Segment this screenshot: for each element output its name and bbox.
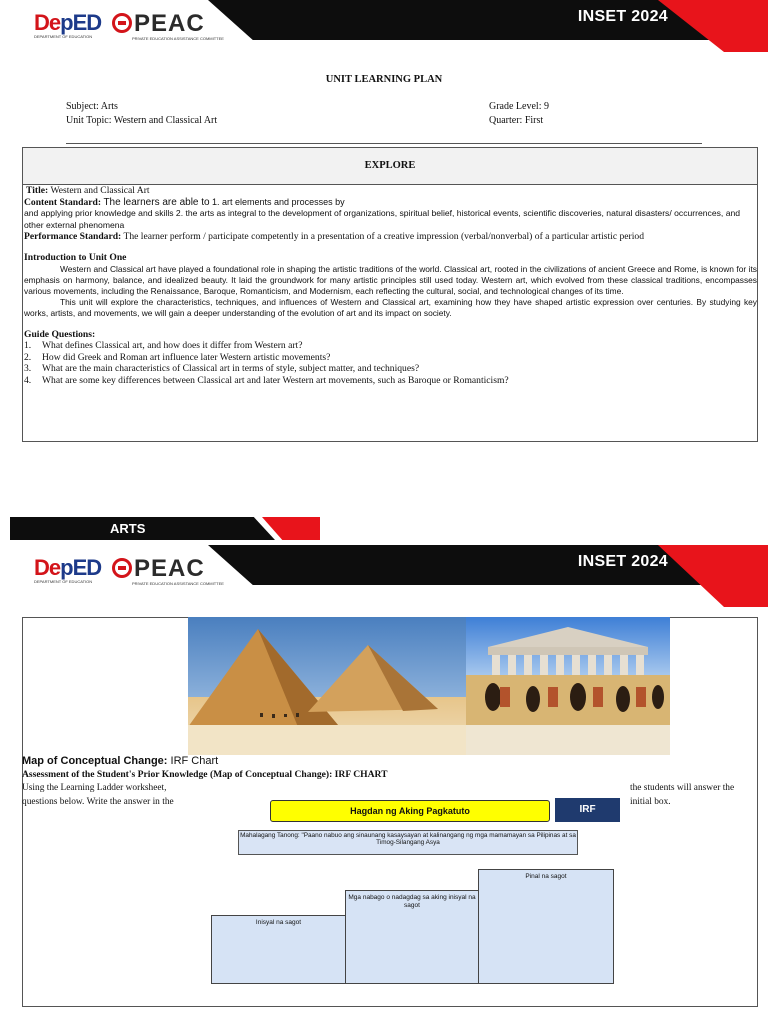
peac-mark-icon [112, 13, 132, 33]
peac-sub: PRIVATE EDUCATION ASSISTANCE COMMITTEE [132, 36, 224, 41]
map-heading: Map of Conceptual Change: IRF Chart [22, 755, 219, 767]
intro-heading: Introduction to Unit One [24, 251, 127, 263]
quarter-field: Quarter: First [489, 115, 544, 126]
assessment-heading: Assessment of the Student's Prior Knowledge (Map of Conceptual Change): IRF CHART [22, 769, 388, 780]
content-standard: Content Standard: The learners are able to 1. art elements and processes by [24, 196, 345, 208]
event-label-2: INSET 2024 [577, 553, 668, 570]
instruction-right-2: initial box. [630, 797, 671, 807]
instruction-left-1: Using the Learning Ladder worksheet, [22, 783, 167, 793]
header-banner [0, 0, 768, 46]
explore-heading: EXPLORE [23, 148, 757, 185]
step-revised: Mga nabago o nadagdag sa aking inisyal na sagot [345, 890, 479, 984]
list-item: 3. What are the main characteristics of Classical art in terms of style, subject matter, and techniques? [24, 363, 420, 375]
ladder-title: Hagdan ng Aking Pagkatuto [270, 800, 550, 822]
peac-logo-2: PEAC PRIVATE EDUCATION ASSISTANCE COMMITTEE [112, 555, 224, 586]
content-standard-cont: and applying prior knowledge and skills 2. the arts as integral to the development of organizations, spiritual belief, historical events, scientific discoveries, natural disasters/ occurrences, and other external phenomena [24, 208, 741, 230]
performance-standard: Performance Standard: The learner perform / participate competently in a presentation of a creative impression (verbal/nonverbal) of a particular artistic period [24, 231, 644, 243]
peac-mark-icon [112, 558, 132, 578]
step-initial: Inisyal na sagot [211, 915, 346, 984]
intro-paragraph-1: Western and Classical art have played a foundational role in shaping the artistic traditions of the world. Classical art, rooted in the civilizations of ancient Greece and Rome, is known for its emphasis on harmony, balance, and idealized beauty. It laid the groundwork for many artistic principles still used today. Western art, which evolved from these classical traditions, encompasses various movements, including the Renaissance, Baroque, Romanticism, and Modernism, each reflecting the cultural, social, and technological changes of its time. [24, 263, 757, 296]
deped-logo: DepED DEPARTMENT OF EDUCATION [34, 10, 102, 39]
explore-section [22, 147, 758, 442]
guide-heading: Guide Questions: [24, 328, 96, 340]
instruction-left-2: questions below. Write the answer in the [22, 797, 174, 807]
irf-badge: IRF [555, 798, 620, 822]
list-item: 2. How did Greek and Roman art influence later Western artistic movements? [24, 351, 331, 363]
deped-sub: DEPARTMENT OF EDUCATION [34, 34, 93, 39]
essential-question: Mahalagang Tanong: "Paano nabuo ang sinaunang kasaysayan at kalinangang ng mga mamamayan sa Pilipinas at sa Timog-Silangang Asya [238, 830, 578, 855]
arts-footer-bar [10, 517, 320, 540]
unit-topic-field: Unit Topic: Western and Classical Art [66, 115, 218, 126]
deped-logo-2: DepED DEPARTMENT OF EDUCATION [34, 555, 102, 584]
event-label: INSET 2024 [577, 8, 668, 25]
subject-field: Subject: Arts [66, 101, 118, 112]
intro-paragraph-2: This unit will explore the characteristics, techniques, and influences of Western and Classical art, examining how they have shaped artistic expression over centuries. By studying key works, artists, and movements, we will gain a deeper understanding of the evolution of art and its impact on society. [24, 297, 757, 319]
instruction-right-1: the students will answer the [630, 783, 735, 793]
page-title: UNIT LEARNING PLAN [325, 74, 443, 85]
step-final: Pinal na sagot [478, 869, 614, 984]
peac-logo: PEAC PRIVATE EDUCATION ASSISTANCE COMMITTEE [112, 10, 224, 41]
list-item: 1. What defines Classical art, and how does it differ from Western art? [24, 340, 303, 352]
learning-ladder [210, 795, 620, 980]
list-item: 4. What are some key differences between Classical art and later Western art movements, such as Baroque or Romanticism? [24, 374, 509, 386]
divider [66, 143, 702, 144]
grade-level-field: Grade Level: 9 [489, 101, 549, 112]
classical-art-image [188, 617, 670, 755]
header-banner-2 [0, 545, 768, 591]
arts-label: ARTS [110, 521, 146, 536]
pyramids-parthenon-picture [188, 617, 670, 755]
guide-questions [24, 340, 757, 386]
title-row: Title: Western and Classical Art [26, 185, 150, 196]
